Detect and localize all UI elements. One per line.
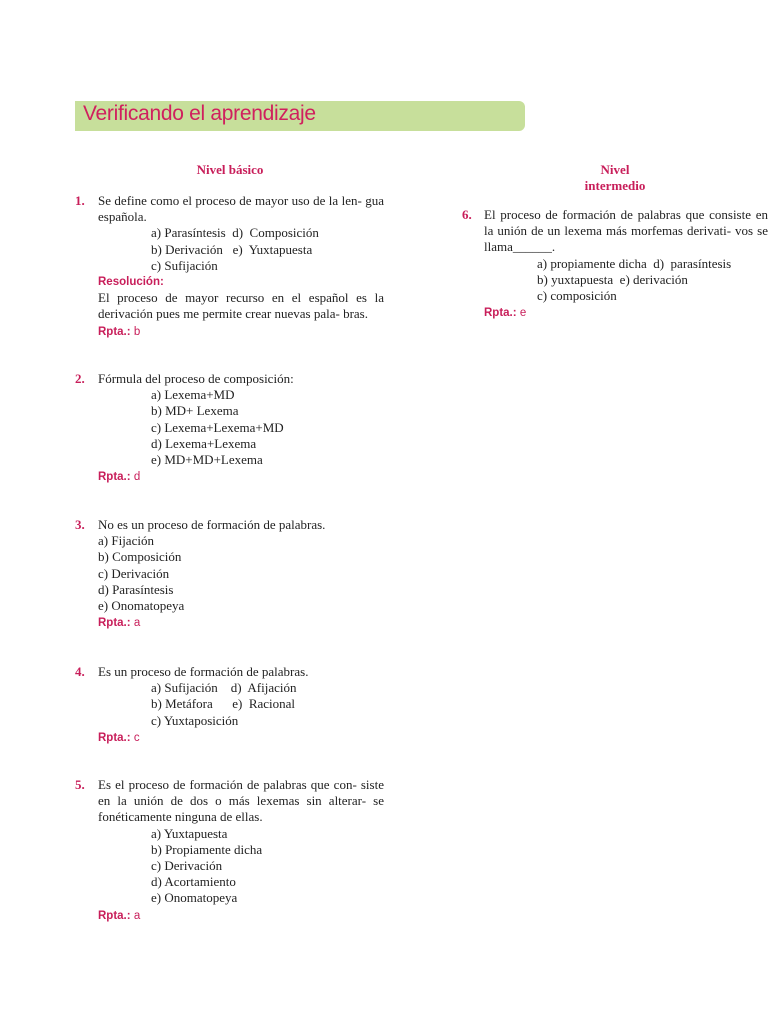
option-line: b) Derivación e) Yuxtapuesta — [151, 241, 313, 257]
answer-line — [484, 304, 768, 321]
question-2 — [98, 371, 384, 485]
option-line: b) MD+ Lexema — [151, 403, 239, 419]
option-line: b) Propiamente dicha — [151, 841, 263, 857]
answer-label: Rpta.: — [98, 731, 131, 744]
options — [98, 225, 384, 274]
options — [98, 826, 384, 907]
question-1 — [98, 193, 384, 340]
question-number: 5. — [75, 777, 85, 792]
option-line: c) Derivación — [151, 858, 223, 874]
option-line: c) Lexema+Lexema+MD — [151, 419, 284, 435]
question-text: Fórmula del proceso de composición: — [98, 371, 294, 386]
question-number: 2. — [75, 371, 85, 386]
level-intermediate-title — [575, 162, 655, 194]
options — [98, 680, 384, 729]
question-text: El proceso de formación de palabras que consiste en la unión de un lexema más morfemas derivati- vos se llama______. — [484, 207, 768, 255]
section-title: Verificando el aprendizaje — [83, 102, 316, 125]
question-number: 6. — [462, 207, 472, 222]
option-line: d) Lexema+Lexema — [151, 435, 257, 451]
options — [484, 256, 768, 305]
question-text: Es el proceso de formación de palabras que con- siste en la unión de dos o más lexemas sin alterar- se fonéticamente ninguna de ellas. — [98, 777, 384, 825]
question-number: 3. — [75, 517, 85, 532]
level-intermediate-line1: Nivel — [600, 162, 630, 177]
answer-label: Rpta.: — [98, 471, 131, 484]
level-intermediate-line2: intermedio — [584, 178, 646, 193]
option-line: d) Acortamiento — [151, 874, 236, 890]
resolution-text: El proceso de mayor recurso en el español es la derivación pues me permite crear nuevas pala- bras. — [98, 290, 384, 322]
answer-label: Rpta.: — [98, 617, 131, 630]
option-line: a) propiamente dicha d) parasíntesis — [537, 255, 732, 271]
answer-line — [98, 729, 384, 746]
option-line: c) Sufijación — [151, 257, 218, 273]
level-basic-title: Nivel básico — [196, 162, 264, 177]
option-line: a) Parasíntesis d) Composición — [151, 225, 319, 241]
question-3 — [98, 517, 384, 631]
section-banner — [75, 101, 525, 131]
option-line: c) Derivación — [98, 565, 170, 581]
answer-line — [98, 468, 384, 485]
question-text: Se define como el proceso de mayor uso de la len- gua española. — [98, 193, 384, 225]
option-line: a) Lexema+MD — [151, 387, 235, 403]
question-number: 1. — [75, 193, 85, 208]
options — [98, 387, 384, 468]
option-line: a) Yuxtapuesta — [151, 825, 228, 841]
resolution-label: Resolución: — [98, 276, 164, 289]
answer-line — [98, 614, 384, 631]
option-line: e) Onomatopeya — [151, 890, 238, 906]
answer-line — [98, 907, 384, 924]
option-line: c) composición — [537, 288, 617, 304]
question-4 — [98, 664, 384, 746]
question-text: No es un proceso de formación de palabras. — [98, 517, 326, 532]
option-line: c) Yuxtaposición — [151, 712, 239, 728]
answer-value: a — [133, 617, 141, 630]
option-line: b) yuxtapuesta e) derivación — [537, 271, 688, 287]
question-5 — [98, 777, 384, 924]
question-6 — [484, 207, 768, 321]
option-line: b) Metáfora e) Racional — [151, 696, 296, 712]
answer-value: c — [133, 731, 140, 744]
answer-line — [98, 323, 384, 340]
option-line: a) Fijación — [98, 533, 154, 549]
answer-value: d — [133, 471, 141, 484]
answer-value: e — [519, 307, 527, 320]
option-line: e) Onomatopeya — [98, 598, 185, 614]
option-line: a) Sufijación d) Afijación — [151, 680, 297, 696]
answer-label: Rpta.: — [98, 909, 131, 922]
question-text: Es un proceso de formación de palabras. — [98, 664, 309, 679]
options — [98, 533, 384, 614]
answer-label: Rpta.: — [484, 307, 517, 320]
option-line: d) Parasíntesis — [98, 581, 174, 597]
option-line: e) MD+MD+Lexema — [151, 452, 263, 468]
answer-value: a — [133, 909, 141, 922]
answer-label: Rpta.: — [98, 325, 131, 338]
answer-value: b — [133, 325, 141, 338]
question-number: 4. — [75, 664, 85, 679]
option-line: b) Composición — [98, 549, 182, 565]
